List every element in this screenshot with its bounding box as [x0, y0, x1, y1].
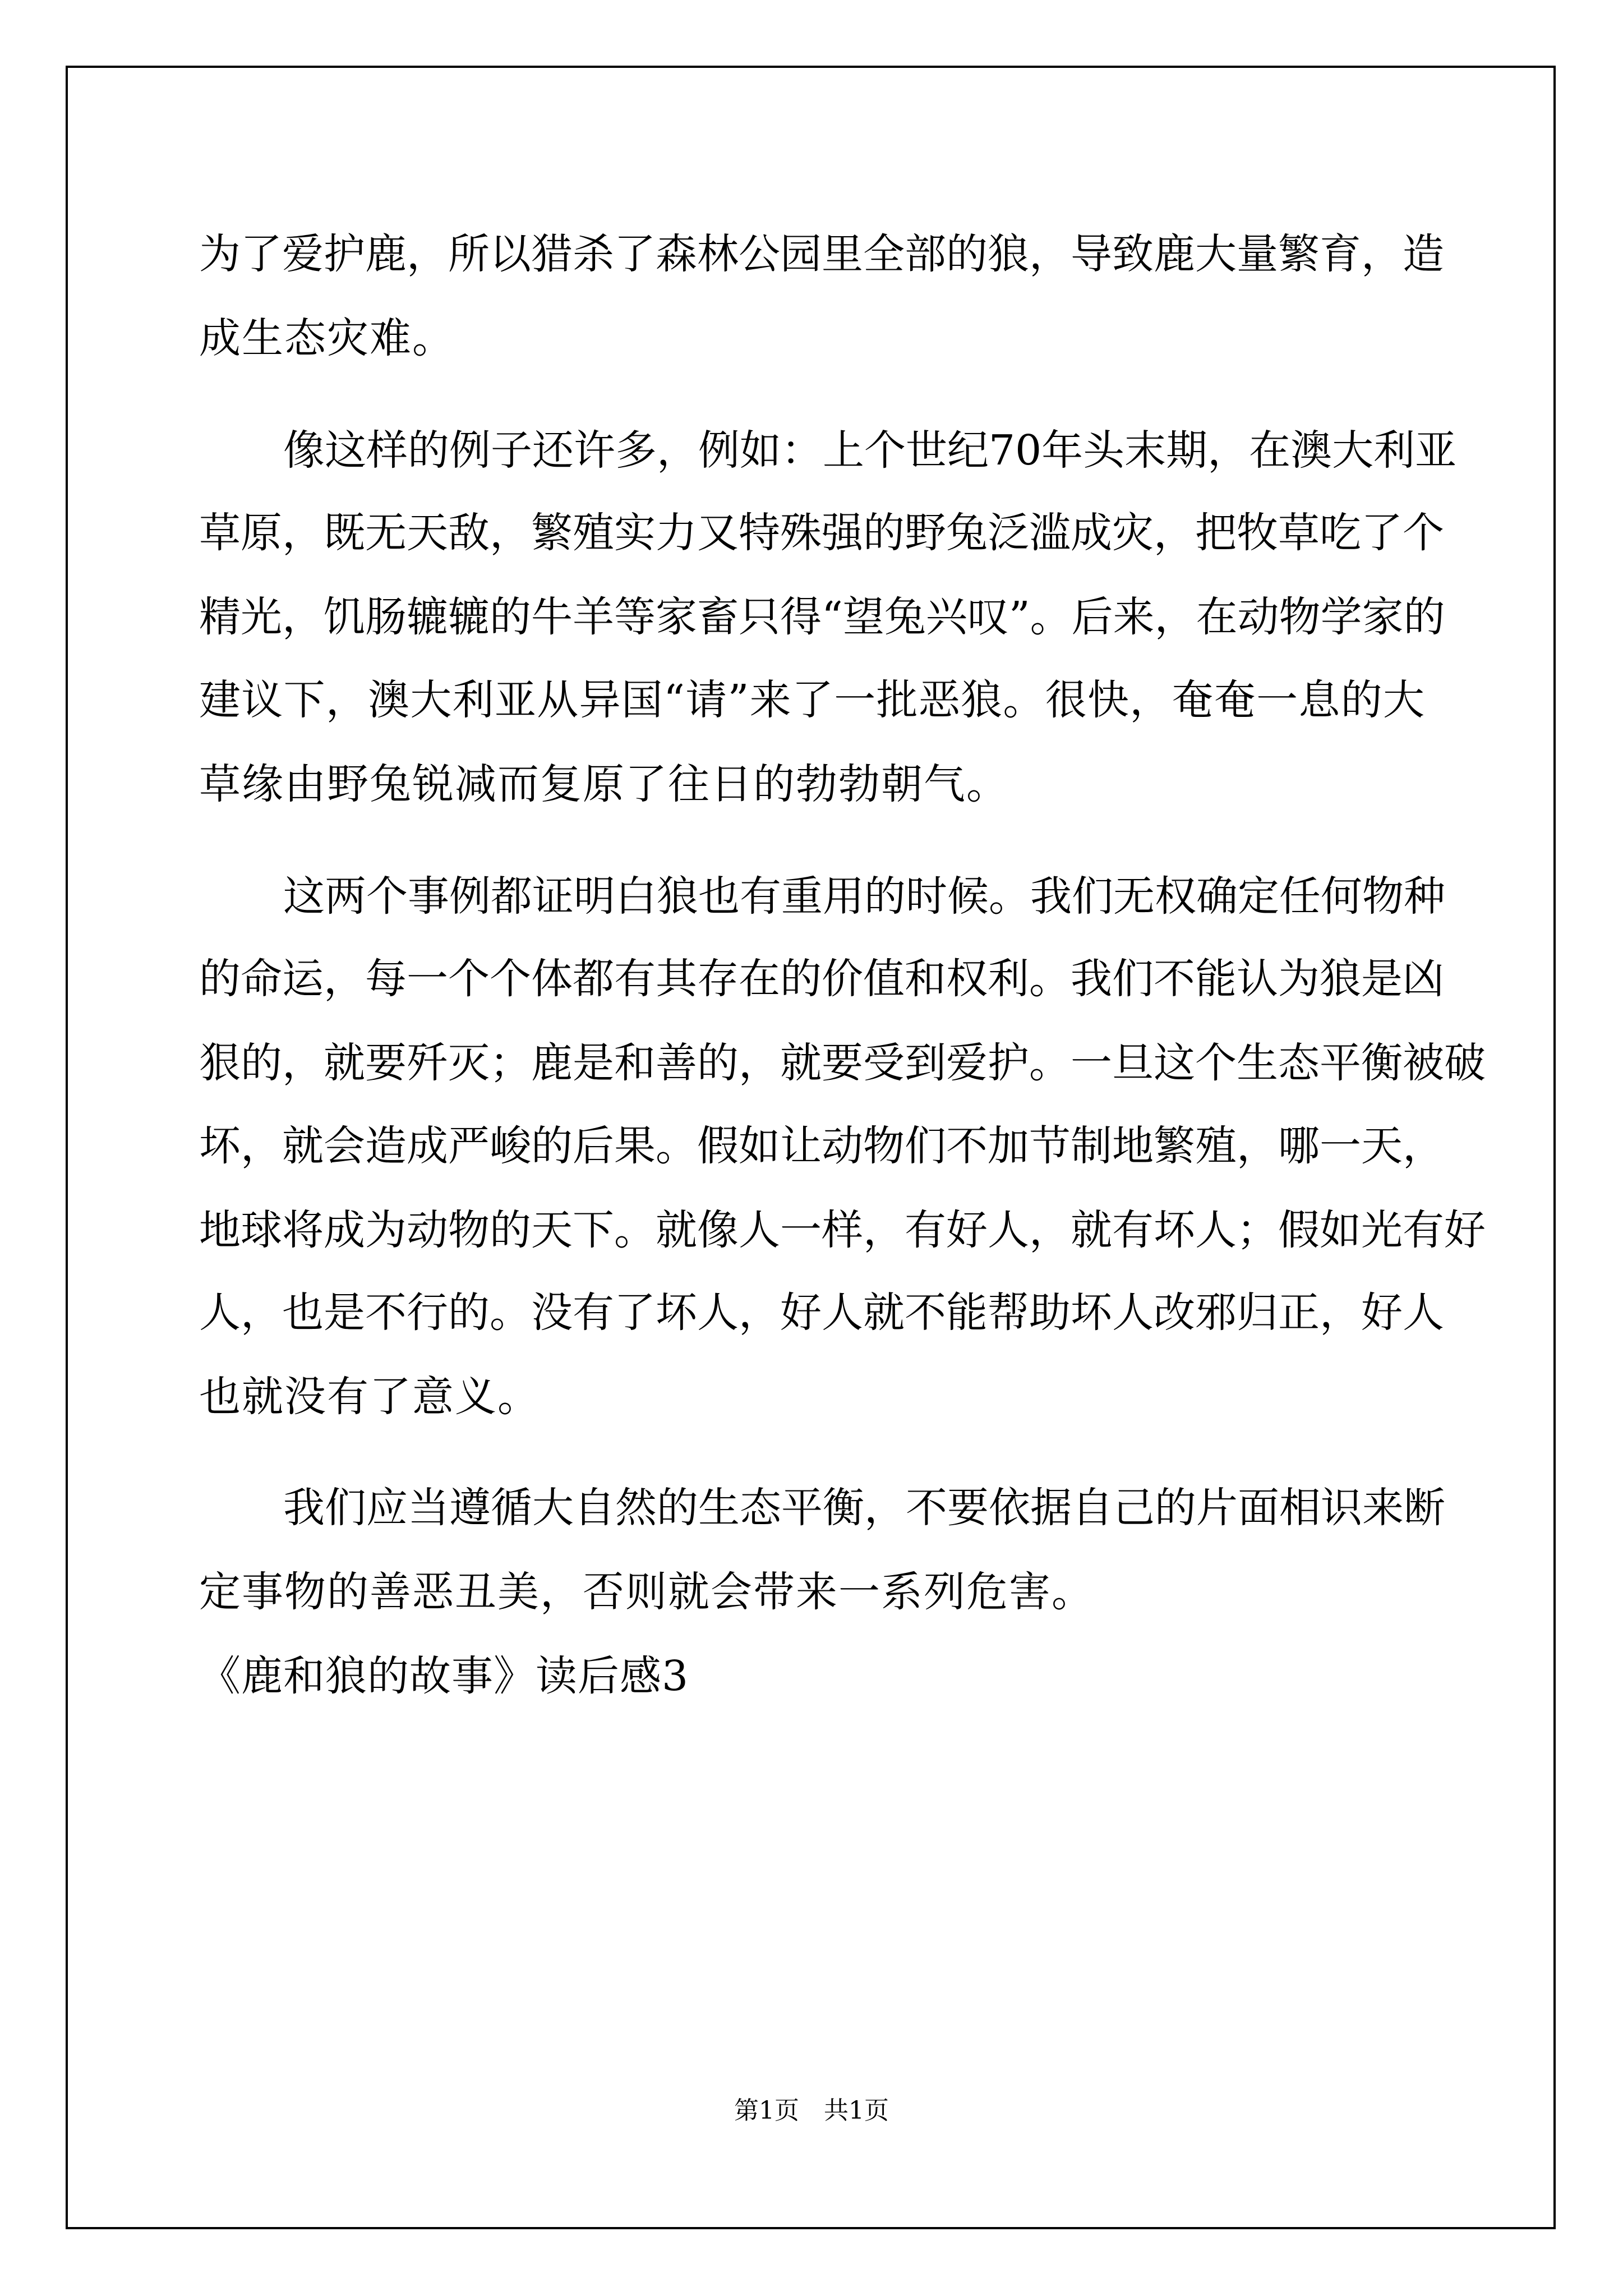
- text-line: 成生态灾难。: [199, 314, 455, 362]
- page-number-total: 共1页: [824, 2096, 889, 2125]
- text-line: 人，也是不行的。没有了坏人，好人就不能帮助坏人改邪归正，好人: [199, 1289, 1444, 1337]
- text-line: 也就没有了意义。: [199, 1373, 540, 1421]
- text-line: 狠的，就要歼灭；鹿是和善的，就要受到爱护。一旦这个生态平衡被破: [199, 1039, 1486, 1087]
- section-heading: 《鹿和狼的故事》读后感3: [199, 1652, 689, 1700]
- text-line: 的命运，每一个个体都有其存在的价值和权利。我们不能认为狼是凶: [199, 955, 1444, 1003]
- text-line: 草原，既无天敌，繁殖实力又特殊强的野兔泛滥成灾，把牧草吃了个: [199, 509, 1444, 557]
- text-line: 定事物的善恶丑美，否则就会带来一系列危害。: [199, 1568, 1094, 1616]
- text-line: 建议下，澳大利亚从异国“请”来了一批恶狼。很快，奄奄一息的大: [199, 676, 1424, 724]
- text-line: 像这样的例子还许多，例如：上个世纪70年头末期，在澳大利亚: [283, 426, 1457, 475]
- text-line: 为了爱护鹿，所以猎杀了森林公园里全部的狼，导致鹿大量繁育，造: [199, 230, 1444, 278]
- page-number-current: 第1页: [734, 2096, 799, 2125]
- text-line: 坏，就会造成严峻的后果。假如让动物们不加节制地繁殖，哪一天，: [199, 1122, 1444, 1170]
- page-footer: [0, 2095, 1623, 2127]
- text-line: 地球将成为动物的天下。就像人一样，有好人，就有坏人；假如光有好: [199, 1206, 1486, 1254]
- text-line: 精光，饥肠辘辘的牛羊等家畜只得“望兔兴叹”。后来，在动物学家的: [199, 593, 1445, 641]
- text-line: 这两个事例都证明白狼也有重用的时候。我们无权确定任何物种: [283, 872, 1445, 921]
- text-line: 我们应当遵循大自然的生态平衡，不要依据自己的片面相识来断: [283, 1484, 1445, 1532]
- text-line: 草缘由野兔锐减而复原了往日的勃勃朝气。: [199, 760, 1009, 808]
